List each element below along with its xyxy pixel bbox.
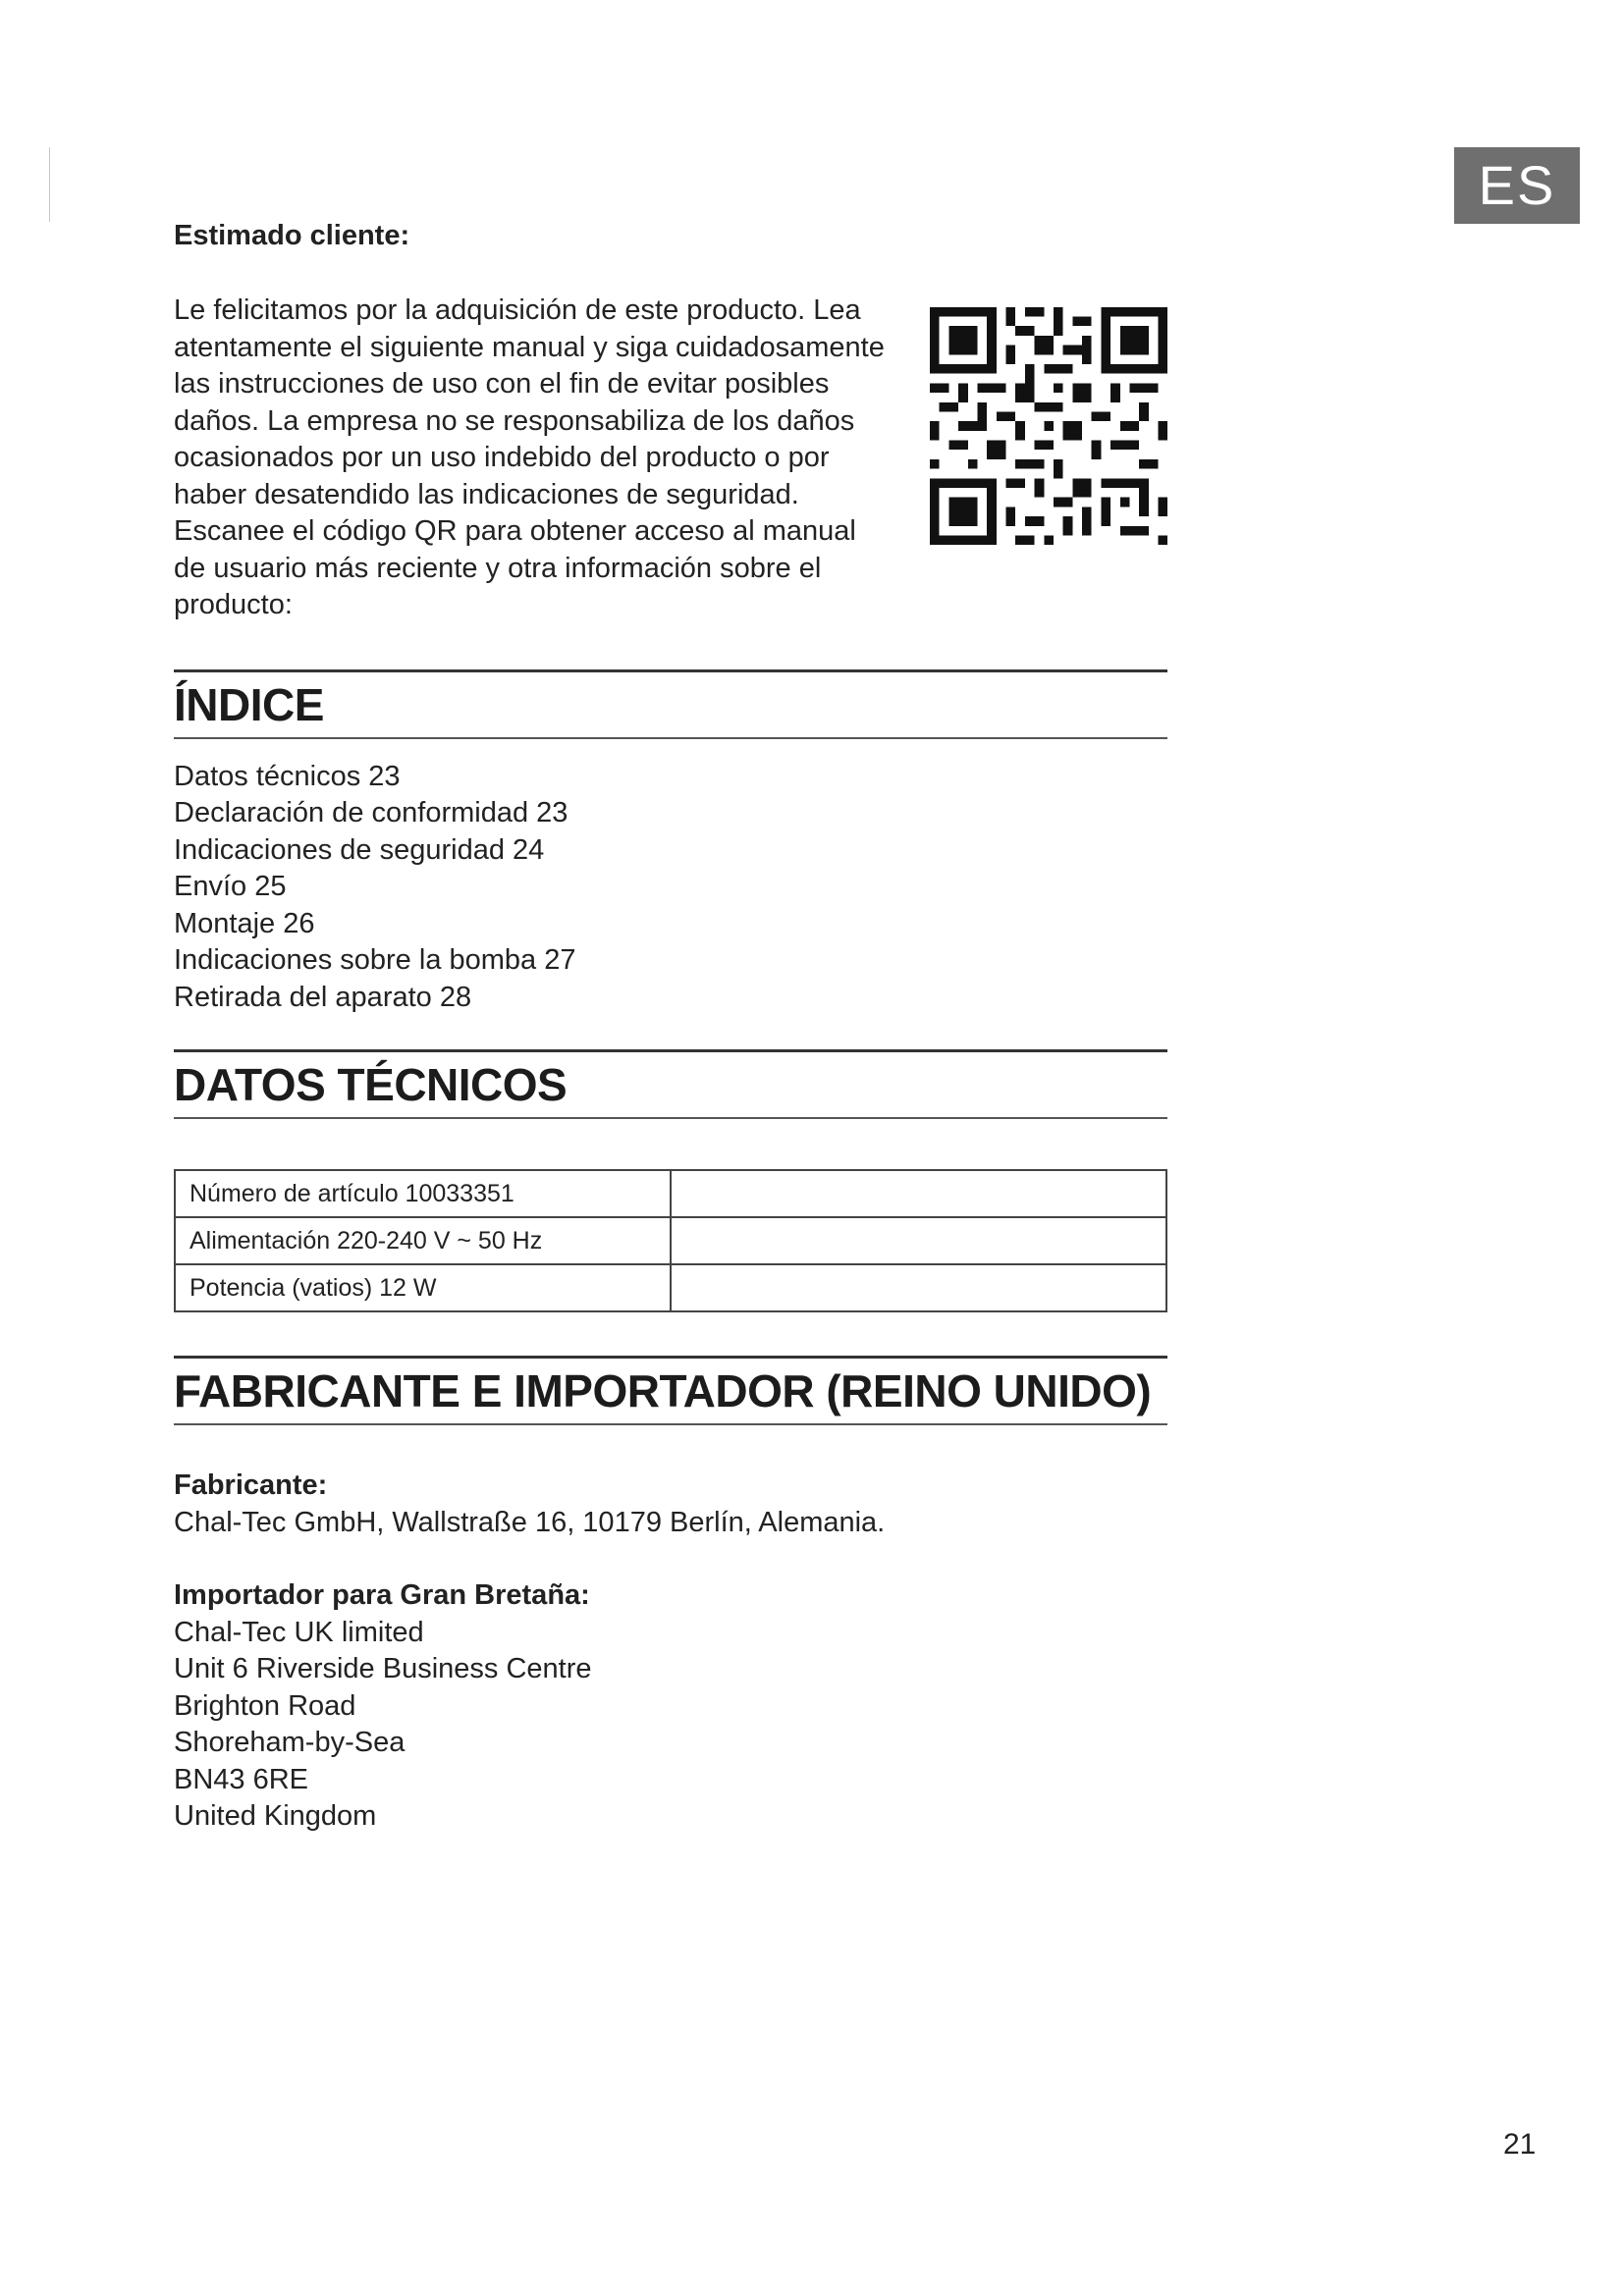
page-content <box>174 216 1167 1836</box>
intro-line: producto: <box>174 589 293 620</box>
page-number: 21 <box>1503 2128 1537 2161</box>
index-heading: ÍNDICE <box>174 678 324 730</box>
section-rule <box>174 1423 1167 1425</box>
table-of-contents <box>174 759 1167 1017</box>
spec-cell: Alimentación 220-240 V ~ 50 Hz <box>175 1217 671 1264</box>
importer-label: Importador para Gran Bretaña: <box>174 1579 590 1611</box>
spec-cell: Número de artículo 10033351 <box>175 1170 671 1217</box>
toc-item[interactable]: Envío 25 <box>174 871 287 902</box>
intro-line: Escanee el código QR para obtener acceso al manual <box>174 515 856 547</box>
intro-line: haber desatendido las indicaciones de seguridad. <box>174 478 799 510</box>
intro-line: Le felicitamos por la adquisición de este producto. Lea <box>174 294 861 326</box>
manufacturer-label: Fabricante: <box>174 1469 328 1501</box>
table-row <box>175 1170 1166 1217</box>
table-row <box>175 1264 1166 1311</box>
intro-line: ocasionados por un uso indebido del producto o por <box>174 442 830 473</box>
intro-line: daños. La empresa no se responsabiliza de los daños <box>174 404 855 437</box>
language-badge: ES <box>1454 147 1580 224</box>
manufacturer-address: Chal-Tec GmbH, Wallstraße 16, 10179 Berlín, Alemania. <box>174 1506 886 1538</box>
importer-line: Brighton Road <box>174 1689 356 1722</box>
section-rule <box>174 1117 1167 1119</box>
technical-data-section <box>174 1049 1167 1312</box>
toc-item[interactable]: Montaje 26 <box>174 907 315 939</box>
intro-section <box>174 293 1167 624</box>
toc-item[interactable]: Retirada del aparato 28 <box>174 981 472 1013</box>
intro-line: atentamente el siguiente manual y siga cuidadosamente <box>174 331 885 363</box>
importer-line: United Kingdom <box>174 1800 377 1832</box>
importer-line: Chal-Tec UK limited <box>174 1616 424 1648</box>
manufacturer-section <box>174 1356 1167 1836</box>
greeting: Estimado cliente: <box>174 220 410 251</box>
spec-cell <box>671 1217 1166 1264</box>
manufacturer-block <box>174 1468 1167 1541</box>
table-row <box>175 1217 1166 1264</box>
importer-block <box>174 1577 1167 1836</box>
section-rule <box>174 737 1167 739</box>
toc-item[interactable]: Indicaciones sobre la bomba 27 <box>174 944 576 976</box>
intro-line: de usuario más reciente y otra información sobre el <box>174 552 822 584</box>
manufacturer-heading: FABRICANTE E IMPORTADOR (REINO UNIDO) <box>174 1365 1152 1416</box>
margin-line <box>49 147 50 222</box>
importer-line: BN43 6RE <box>174 1763 309 1795</box>
spec-cell: Potencia (vatios) 12 W <box>175 1264 671 1311</box>
technical-data-heading: DATOS TÉCNICOS <box>174 1059 568 1110</box>
specs-table <box>174 1169 1167 1312</box>
toc-item[interactable]: Declaración de conformidad 23 <box>174 797 568 828</box>
index-section <box>174 669 1167 1017</box>
spec-cell <box>671 1170 1166 1217</box>
toc-item[interactable]: Datos técnicos 23 <box>174 760 401 792</box>
intro-paragraph <box>174 293 895 624</box>
intro-line: las instrucciones de uso con el fin de evitar posibles <box>174 368 830 400</box>
spec-cell <box>671 1264 1166 1311</box>
importer-line: Shoreham-by-Sea <box>174 1727 406 1758</box>
qr-code-icon[interactable] <box>930 306 1167 546</box>
importer-line: Unit 6 Riverside Business Centre <box>174 1653 592 1684</box>
toc-item[interactable]: Indicaciones de seguridad 24 <box>174 833 545 866</box>
